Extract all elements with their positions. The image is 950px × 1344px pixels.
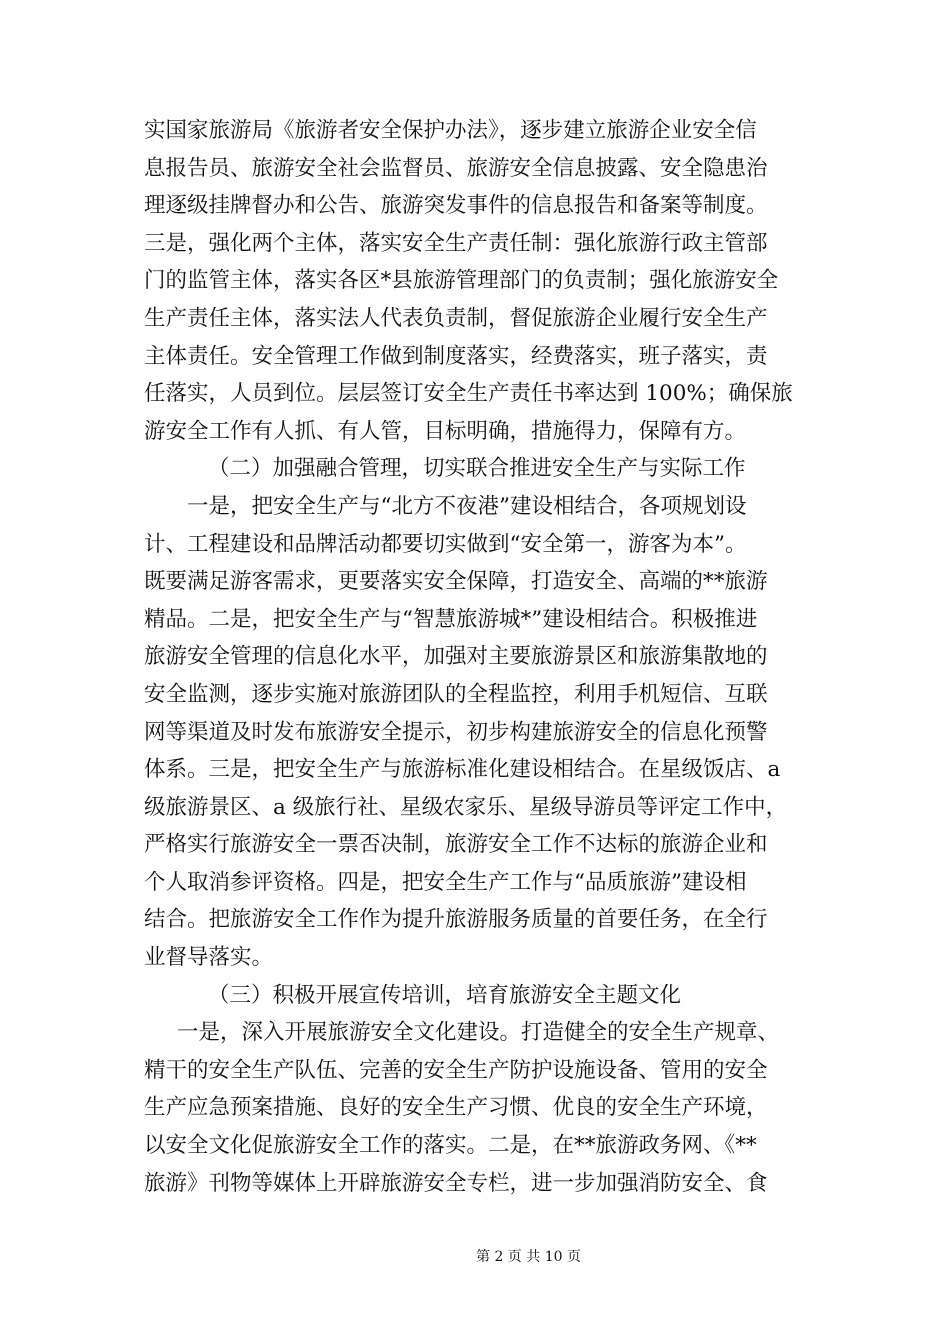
text-line: 级旅游景区、a 级旅行社、星级农家乐、星级导游员等评定工作中，: [144, 794, 788, 820]
text-line: 门的监管主体，落实各区*县旅游管理部门的负责制；强化旅游安全: [144, 268, 779, 294]
text-line: 精干的安全生产队伍、完善的安全生产防护设施设备、管用的安全: [144, 1057, 768, 1083]
text-line: 既要满足游客需求，更要落实安全保障，打造安全、高端的**旅游: [144, 569, 768, 595]
text-line: 一是，深入开展旅游安全文化建设。打造健全的安全生产规章、: [177, 1020, 780, 1046]
section-heading: （三）积极开展宣传培训，培育旅游安全主题文化: [208, 982, 682, 1008]
section-heading: （二）加强融合管理，切实联合推进安全生产与实际工作: [208, 456, 746, 482]
text-line: 实国家旅游局《旅游者安全保护办法》，逐步建立旅游企业安全信: [144, 118, 757, 143]
text-line: 任落实，人员到位。层层签订安全生产责任书率达到 100%；确保旅: [144, 381, 793, 407]
text-line: 主体责任。安全管理工作做到制度落实，经费落实，班子落实，责: [144, 343, 768, 369]
page-footer: [0, 1248, 950, 1266]
text-line: 网等渠道及时发布旅游安全提示，初步构建旅游安全的信息化预警: [144, 719, 768, 745]
text-line: 结合。把旅游安全工作作为提升旅游服务质量的首要任务，在全行: [144, 907, 768, 933]
text-line: 生产责任主体，落实法人代表负责制，督促旅游企业履行安全生产: [144, 305, 768, 331]
body-text: [144, 112, 809, 1202]
text-line: 游安全工作有人抓、有人管，目标明确，措施得力，保障有方。: [144, 418, 747, 444]
text-line: 一是，把安全生产与“北方不夜港”建设相结合，各项规划设: [187, 493, 747, 519]
text-line: 业督导落实。: [144, 945, 274, 971]
text-line: 严格实行旅游安全一票否决制，旅游安全工作不达标的旅游企业和: [144, 832, 768, 858]
text-line: 精品。二是，把安全生产与“智慧旅游城*”建设相结合。积极推进: [144, 606, 758, 632]
text-line: 以安全文化促旅游安全工作的落实。二是，在**旅游政务网、《**: [144, 1133, 757, 1159]
text-line: 旅游》刊物等媒体上开辟旅游安全专栏，进一步加强消防安全、食: [144, 1170, 768, 1196]
text-line: 安全监测，逐步实施对旅游团队的全程监控，利用手机短信、互联: [144, 681, 768, 707]
text-line: 计、工程建设和品牌活动都要切实做到“安全第一，游客为本”。: [144, 531, 747, 557]
text-line: 生产应急预案措施、良好的安全生产习惯、优良的安全生产环境，: [144, 1095, 768, 1121]
text-line: 理逐级挂牌督办和公告、旅游突发事件的信息报告和备案等制度。: [144, 193, 768, 219]
text-line: 个人取消参评资格。四是，把安全生产工作与“品质旅游”建设相: [144, 869, 747, 895]
text-line: 三是，强化两个主体，落实安全生产责任制：强化旅游行政主管部: [144, 230, 768, 256]
text-line: 旅游安全管理的信息化水平，加强对主要旅游景区和旅游集散地的: [144, 644, 768, 670]
text-line: 息报告员、旅游安全社会监督员、旅游安全信息披露、安全隐患治: [144, 155, 768, 181]
text-line: 体系。三是，把安全生产与旅游标准化建设相结合。在星级饭店、a: [144, 757, 781, 783]
page-number: 第 2 页 共 10 页: [476, 1249, 581, 1265]
